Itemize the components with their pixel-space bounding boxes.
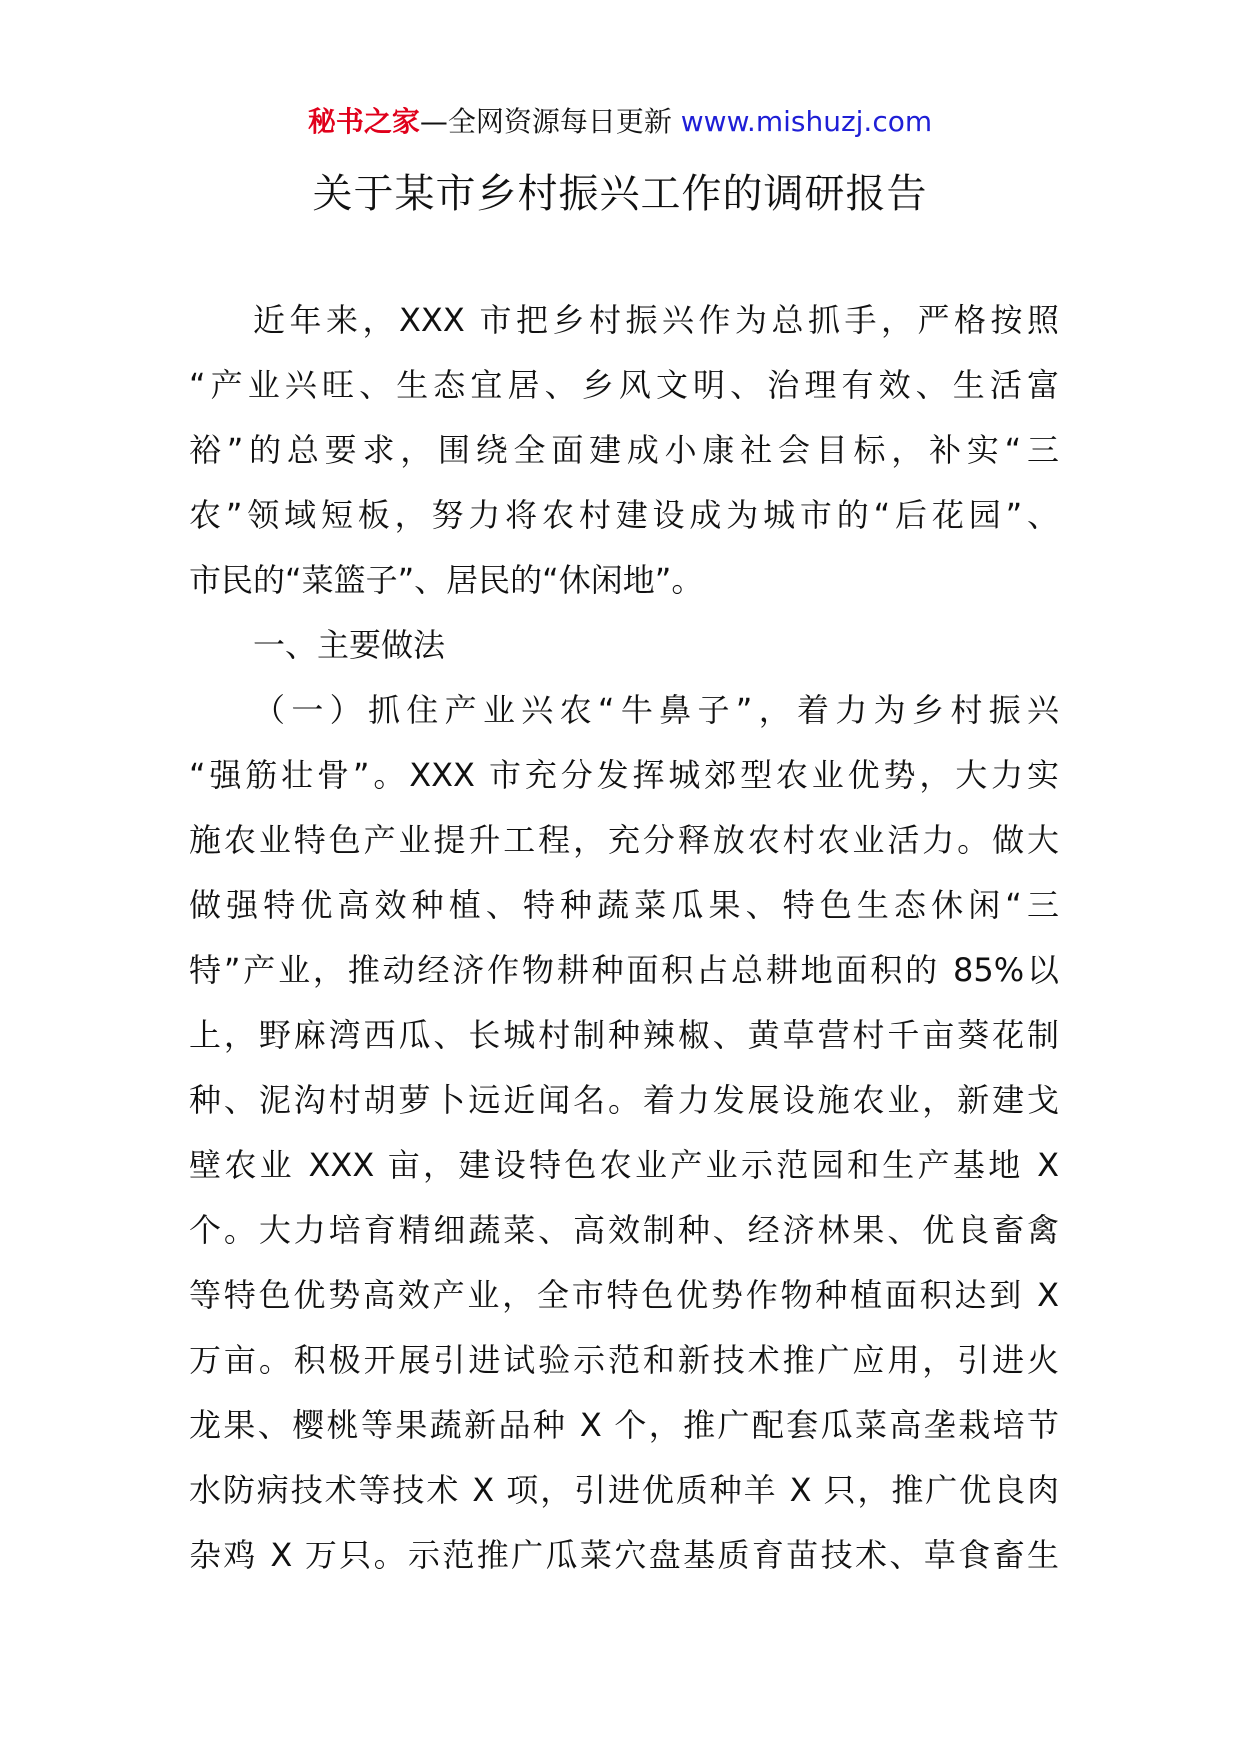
paragraph-line: 上，野麻湾西瓜、长城村制种辣椒、黄草营村千亩葵花制 — [189, 1016, 1059, 1054]
paragraph-line: 农”领域短板，努力将农村建设成为城市的“后花园”、 — [189, 496, 1059, 534]
paragraph-line: “产业兴旺、生态宜居、乡风文明、治理有效、生活富 — [189, 366, 1059, 404]
header-slogan: —全网资源每日更新 — [419, 105, 681, 138]
brand-name: 秘书之家 — [307, 105, 420, 138]
section-heading: 一、主要做法 — [253, 626, 446, 664]
document-body — [189, 288, 1059, 1588]
paragraph-line: 水防病技术等技术 X 项，引进优质种羊 X 只，推广优良肉 — [189, 1471, 1059, 1509]
paragraph-line: 万亩。积极开展引进试验示范和新技术推广应用，引进火 — [189, 1341, 1059, 1379]
paragraph-line: 种、泥沟村胡萝卜远近闻名。着力发展设施农业，新建戈 — [189, 1081, 1059, 1119]
site-url[interactable]: www.mishuzj.com — [680, 105, 933, 138]
paragraph-line: 做强特优高效种植、特种蔬菜瓜果、特色生态休闲“三 — [189, 886, 1059, 924]
paragraph-line: 特”产业，推动经济作物耕种面积占总耕地面积的 85%以 — [189, 951, 1059, 989]
paragraph-line: 近年来，XXX 市把乡村振兴作为总抓手，严格按照 — [253, 301, 1059, 339]
paragraph-line: 裕”的总要求，围绕全面建成小康社会目标，补实“三 — [189, 431, 1059, 469]
document-title: 关于某市乡村振兴工作的调研报告 — [312, 171, 928, 217]
paragraph-line: “强筋壮骨”。XXX 市充分发挥城郊型农业优势，大力实 — [189, 756, 1059, 794]
paragraph-line: 杂鸡 X 万只。示范推广瓜菜穴盘基质育苗技术、草食畜生 — [189, 1536, 1059, 1574]
paragraph-line: 施农业特色产业提升工程，充分释放农村农业活力。做大 — [189, 821, 1059, 859]
paragraph-line: 龙果、樱桃等果蔬新品种 X 个，推广配套瓜菜高垄栽培节 — [189, 1406, 1059, 1444]
paragraph-line: 个。大力培育精细蔬菜、高效制种、经济林果、优良畜禽 — [189, 1211, 1059, 1249]
site-header — [0, 102, 1240, 142]
subsection-heading-line: （一）抓住产业兴农“牛鼻子”，着力为乡村振兴 — [253, 691, 1059, 729]
paragraph-line: 壁农业 XXX 亩，建设特色农业产业示范园和生产基地 X — [189, 1146, 1059, 1184]
paragraph-line: 等特色优势高效产业，全市特色优势作物种植面积达到 X — [189, 1276, 1059, 1314]
paragraph-line: 市民的“菜篮子”、居民的“休闲地”。 — [189, 561, 704, 599]
